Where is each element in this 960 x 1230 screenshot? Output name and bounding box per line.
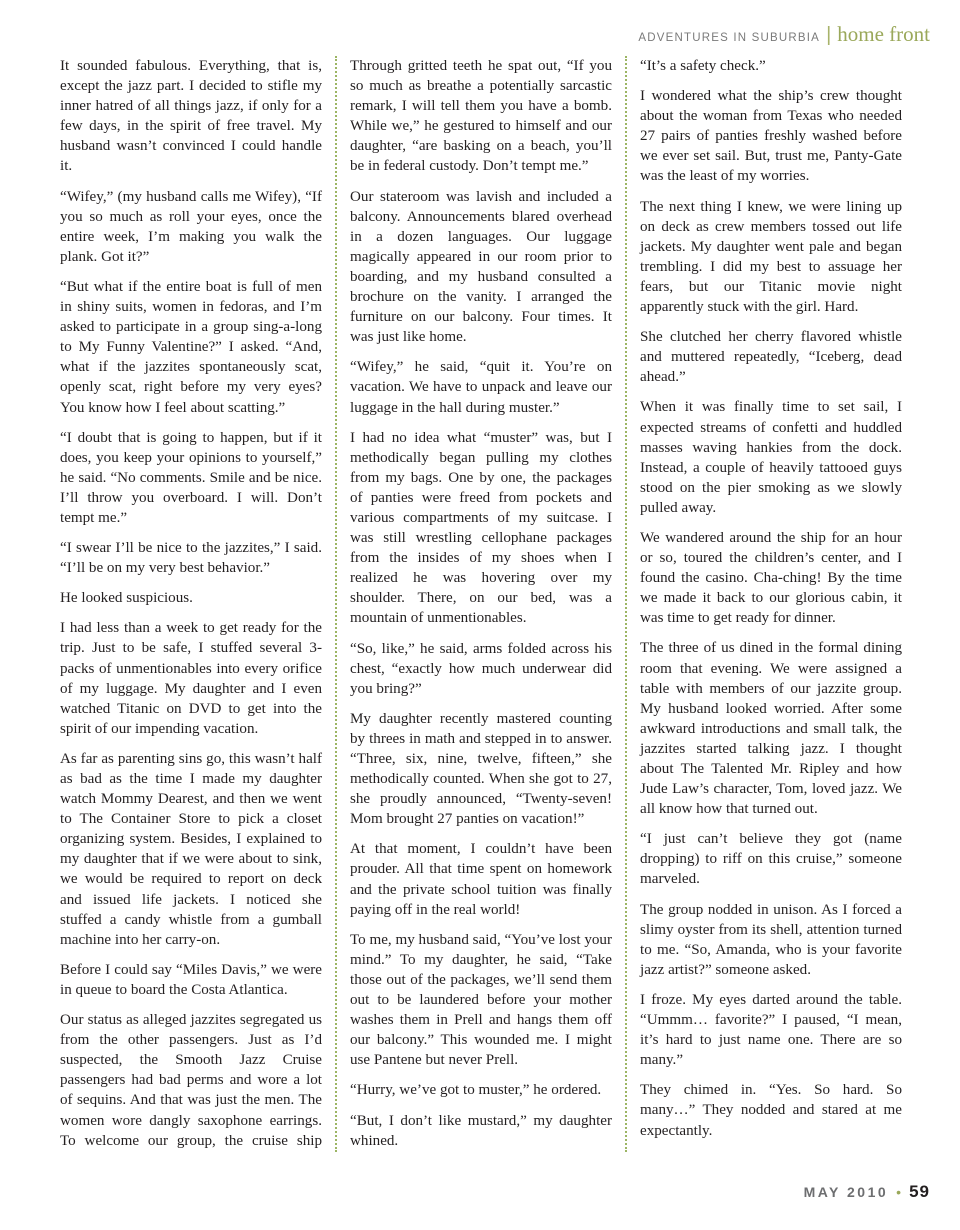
paragraph: “I swear I’ll be nice to the jazzites,” I said. “I’ll be on my very best behavior.” <box>60 540 322 577</box>
paragraph: “But, I don’t like mustard,” my daughter whined. <box>350 1112 612 1149</box>
paragraph: Before I could say “Miles Davis,” we were in queue to board the Costa Atlantica. <box>60 961 322 998</box>
paragraph: I wondered what the ship’s crew thought about the woman from Texas who needed 27 pairs of panties freshly washed before we ever set sail. But, trust me, Panty-Gate was the least of my worries. <box>640 88 902 185</box>
paragraph: “But what if the entire boat is full of men in shiny suits, women in fedoras, and I’m asked to participate in a group sing-a-long to My Funny Valentine?” I asked. “And, what if the jazzites spontaneously scat, openly scat, right before my very eyes? You know how I feel about scatting.” <box>60 278 322 416</box>
paragraph: “So, like,” he said, arms folded across his chest, “exactly how much underwear did you bring?” <box>350 640 612 697</box>
paragraph: As far as parenting sins go, this wasn’t half as bad as the time I made my daughter watch Mommy Dearest, and then we went to The Container Store to pick a closet organizing system. Besides, I explained to my daughter that if we were about to sink, we would be required to report on deck and issued life jackets. I noticed she stuffed a candy whistle from a gumball machine into her carry-on. <box>60 750 322 948</box>
page-footer <box>804 1182 930 1202</box>
header-separator: | <box>826 24 832 46</box>
paragraph: It sounded fabulous. Everything, that is, except the jazz part. I decided to stifle my inner hatred of all things jazz, if only for a few days, in the spirit of free travel. My husband wasn’t convinced I could handle it. <box>60 58 322 175</box>
paragraph: When it was finally time to set sail, I expected streams of confetti and huddled masses waving hankies from the dock. Instead, a couple of heavily tattooed guys stood on the pier smoking as we slowly pulled away. <box>640 399 902 516</box>
paragraph <box>640 1151 902 1152</box>
paragraph: The next thing I knew, we were lining up on deck as crew members tossed out life jackets. My daughter went pale and began trembling. I did my best to assuage her fears, but our Titanic movie night apparently stuck with the girl. Hard. <box>640 198 902 316</box>
paragraph: I had no idea what “muster” was, but I methodically began pulling my clothes from my bags. One by one, the packages of panties were freed from pockets and various compartments of my suitcase. I was still wrestling cellophane packages from the insides of my shoes when I realized he was hovering over my shoulder. There, on our bed, was a mountain of unmentionables. <box>350 429 612 627</box>
paragraph: “Hurry, we’ve got to muster,” he ordered. <box>350 1082 602 1099</box>
paragraph: He looked suspicious. <box>60 590 193 607</box>
paragraph: My daughter recently mastered counting by threes in math and stepped in to answer. “Three, six, nine, twelve, fifteen,” she methodically counted. When she got to 27, she proudly announced, “Twenty-seven! Mom brought 27 panties on vacation!” <box>350 710 612 828</box>
paragraph: At that moment, I couldn’t have been prouder. All that time spent on homework and the private school tuition was finally paying off in the real world! <box>350 841 612 918</box>
article-body <box>60 56 902 1152</box>
paragraph: “I just can’t believe they got (name dropping) to riff on this cruise,” someone marveled. <box>640 831 902 888</box>
paragraph: Through gritted teeth he spat out, “If you so much as breathe a potentially sarcastic remark, I will tell them you have a bomb. While we,” he gestured to himself and our daughter, “are basking on a beach, you’ll be in federal custody. Don’t tempt me.” <box>350 58 612 175</box>
footer-bullet: • <box>896 1184 902 1200</box>
paragraph: They chimed in. “Yes. So hard. So many…” They nodded and stared at me expectantly. <box>640 1082 902 1139</box>
paragraph: Our status as alleged jazzites segregated us from the other passengers. Just as I’d suspected, the Smooth Jazz Cruise passengers had bad perms and wore a lot of sequins. And that was just the men. The women wore dangly saxophone earrings. To welcome our group, the cruise ship <box>60 1012 322 1149</box>
paragraph: To me, my husband said, “You’ve lost your mind.” To my daughter, he said, “Take those out of the packages, we’ll send them out to be laundered before your mother washes them in Prell and hangs them off our balcony.” This wounded me. I might use Pantene but never Prell. <box>350 931 612 1069</box>
paragraph: I had less than a week to get ready for the trip. Just to be safe, I stuffed several 3-packs of unmentionables into every orifice of my luggage. My daughter and I even watched Titanic on DVD to get into the spirit of our impending vacation. <box>60 620 322 737</box>
paragraph: The three of us dined in the formal dining room that evening. We were assigned a table with members of our jazzite group. My husband looked worried. After some awkward introductions and small talk, the jazzites started talking jazz. I thought about The Talented Mr. Ripley and how Jude Law’s character, Tom, loved jazz. We all know how that turned out. <box>640 640 902 818</box>
paragraph: “It’s a safety check.” <box>640 58 766 74</box>
paragraph: “Wifey,” he said, “quit it. You’re on vacation. We have to unpack and leave our luggage in the hall during muster.” <box>350 359 612 416</box>
section-name: ADVENTURES IN SUBURBIA <box>638 32 821 44</box>
paragraph: Our stateroom was lavish and included a balcony. Announcements blared overhead in a dozen languages. Our luggage magically appeared in our room prior to boarding, and my husband consulted a brochure on the vanity. I arranged the furniture on our balcony. Four times. It was just like home. <box>350 188 612 346</box>
paragraph: “I doubt that is going to happen, but if it does, you keep your opinions to yourself,” he said. “No comments. Smile and be nice. I’ll throw you overboard. I will. Don’t tempt me.” <box>60 429 322 526</box>
running-header <box>638 22 930 47</box>
paragraph: We wandered around the ship for an hour or so, toured the children’s center, and I found the casino. Cha-ching! By the time we made it back to our glorious cabin, it was time to get ready for dinner. <box>640 529 902 627</box>
issue-date: MAY 2010 <box>803 1184 889 1200</box>
section-title: home front <box>837 22 930 46</box>
column-3 <box>627 56 902 1152</box>
paragraph: “Wifey,” (my husband calls me Wifey), “If you so much as roll your eyes, once the entire week, I’m making you walk the plank. Got it?” <box>60 188 322 265</box>
paragraph: The group nodded in unison. As I forced a slimy oyster from its shell, attention turned to me. “So, Amanda, who is your favorite jazz artist?” someone asked. <box>640 901 902 978</box>
column-2 <box>337 56 625 1152</box>
page-number: 59 <box>909 1182 930 1201</box>
paragraph: I froze. My eyes darted around the table. “Ummm… favorite?” I paused, “I mean, it’s hard to just name one. There are so many.” <box>640 991 902 1069</box>
paragraph: She clutched her cherry flavored whistle and muttered repeatedly, “Iceberg, dead ahead.” <box>640 329 902 386</box>
column-1 <box>60 56 335 1152</box>
